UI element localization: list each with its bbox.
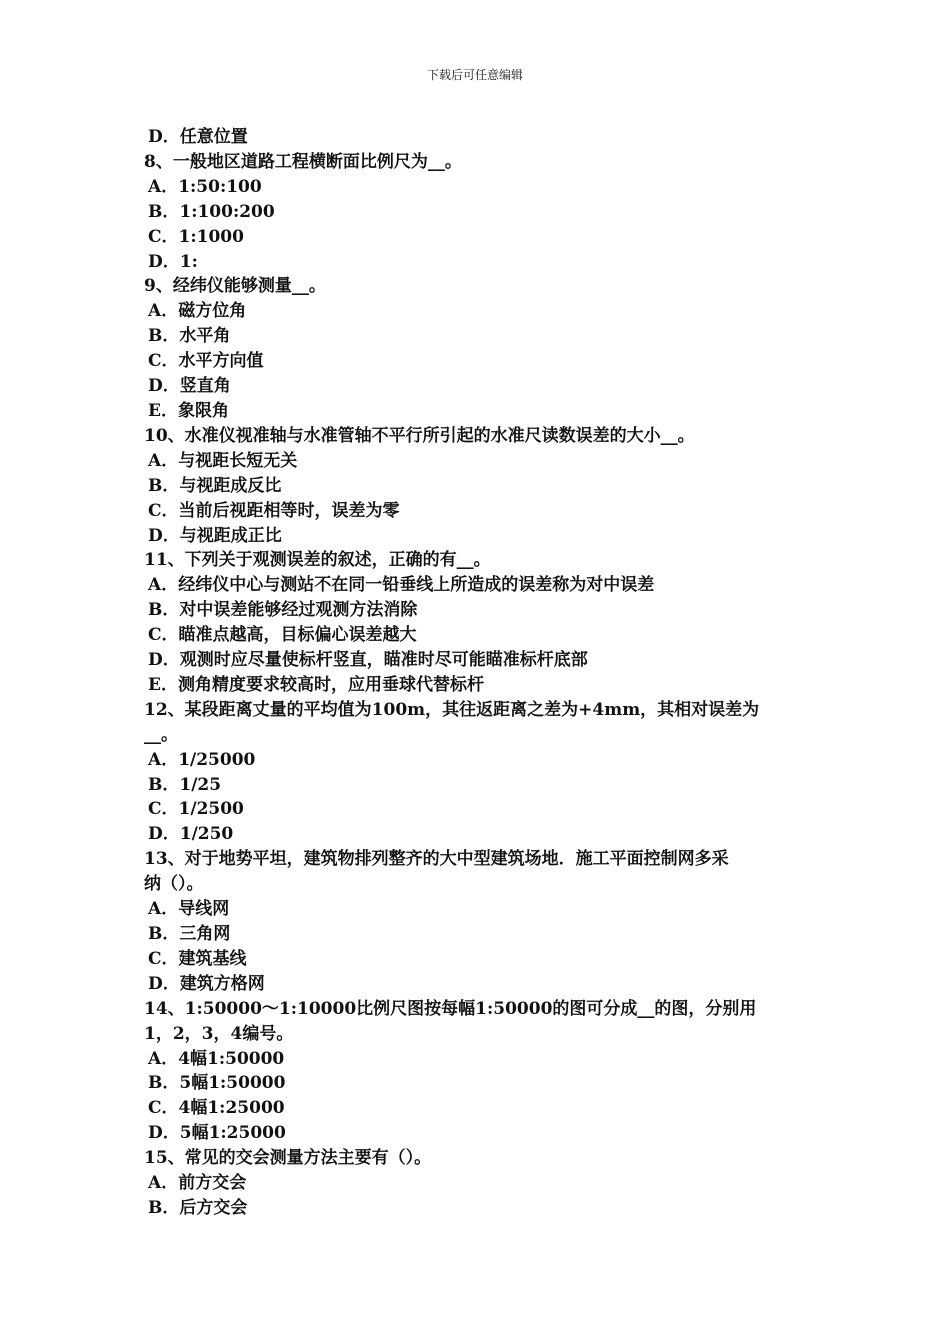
question-10: 10、水准仪视准轴与水准管轴不平行所引起的水准尺读数误差的大小__。: [144, 425, 695, 446]
option-a-q10: A．与视距长短无关: [148, 450, 298, 471]
option-d-q12: D．1/250: [148, 824, 234, 845]
option-b-q10: B．与视距成反比: [148, 475, 282, 496]
option-d-q10: D．与视距成正比: [148, 525, 282, 546]
option-d-q11: D．观测时应尽量使标杆竖直，瞄准时尽可能瞄准标杆底部: [148, 650, 588, 671]
option-a-q15: A．前方交会: [148, 1173, 247, 1194]
option-c-q8: C．1:1000: [148, 226, 244, 247]
question-12: 12、某段距离丈量的平均值为100m，其往返距离之差为+4mm，其相对误差为: [144, 699, 760, 720]
question-13: 13、对于地势平坦，建筑物排列整齐的大中型建筑场地．施工平面控制网多采: [144, 849, 729, 870]
question-8: 8、一般地区道路工程横断面比例尺为__。: [144, 151, 462, 172]
question-list: [144, 125, 808, 1221]
question-9: 9、经纬仪能够测量__。: [144, 276, 326, 297]
option-d-q9: D．竖直角: [148, 376, 231, 397]
option-d-q14: D．5幅1:25000: [148, 1123, 286, 1144]
page-header: 下载后可任意编辑: [426, 68, 523, 82]
option-a-q9: A．磁方位角: [148, 301, 247, 322]
question-14-continued: 1，2，3，4编号。: [144, 1023, 294, 1044]
option-c-q13: C．建筑基线: [148, 948, 247, 969]
option-e-q9: E．象限角: [148, 400, 229, 421]
option-e-q11: E．测角精度要求较高时，应用垂球代替标杆: [148, 674, 484, 695]
option-b-q14: B．5幅1:50000: [148, 1073, 286, 1094]
option-b-q12: B．1/25: [148, 774, 222, 795]
option-b-q13: B．三角网: [148, 924, 231, 944]
option-d-q8: D．1:: [148, 251, 198, 272]
option-b-q11: B．对中误差能够经过观测方法消除: [148, 600, 418, 621]
option-d-q7: D．任意位置: [148, 127, 248, 147]
option-c-q11: C．瞄准点越高，目标偏心误差越大: [148, 625, 417, 646]
option-c-q10: C．当前后视距相等时，误差为零: [148, 500, 400, 521]
question-11: 11、下列关于观测误差的叙述，正确的有__。: [144, 550, 491, 571]
option-a-q11: A．经纬仪中心与测站不在同一铅垂线上所造成的误差称为对中误差: [148, 575, 655, 596]
option-a-q8: A．1:50:100: [148, 176, 262, 197]
question-12-continued: __。: [144, 724, 178, 745]
option-d-q13: D．建筑方格网: [148, 973, 265, 994]
option-b-q15: B．后方交会: [148, 1197, 248, 1218]
option-c-q9: C．水平方向值: [148, 351, 264, 372]
option-c-q14: C．4幅1:25000: [148, 1098, 285, 1119]
option-a-q13: A．导线网: [148, 899, 230, 920]
option-b-q8: B．1:100:200: [148, 201, 275, 222]
option-a-q12: A．1/25000: [148, 749, 256, 770]
question-15: 15、常见的交会测量方法主要有（）。: [144, 1148, 432, 1169]
option-b-q9: B．水平角: [148, 326, 231, 347]
option-a-q14: A．4幅1:50000: [148, 1048, 285, 1069]
question-14: 14、1:50000～1:10000比例尺图按每幅1:50000的图可分成__的图，分别用: [144, 998, 757, 1019]
question-13-continued: 纳（）。: [144, 874, 204, 895]
option-c-q12: C．1/2500: [148, 799, 244, 820]
